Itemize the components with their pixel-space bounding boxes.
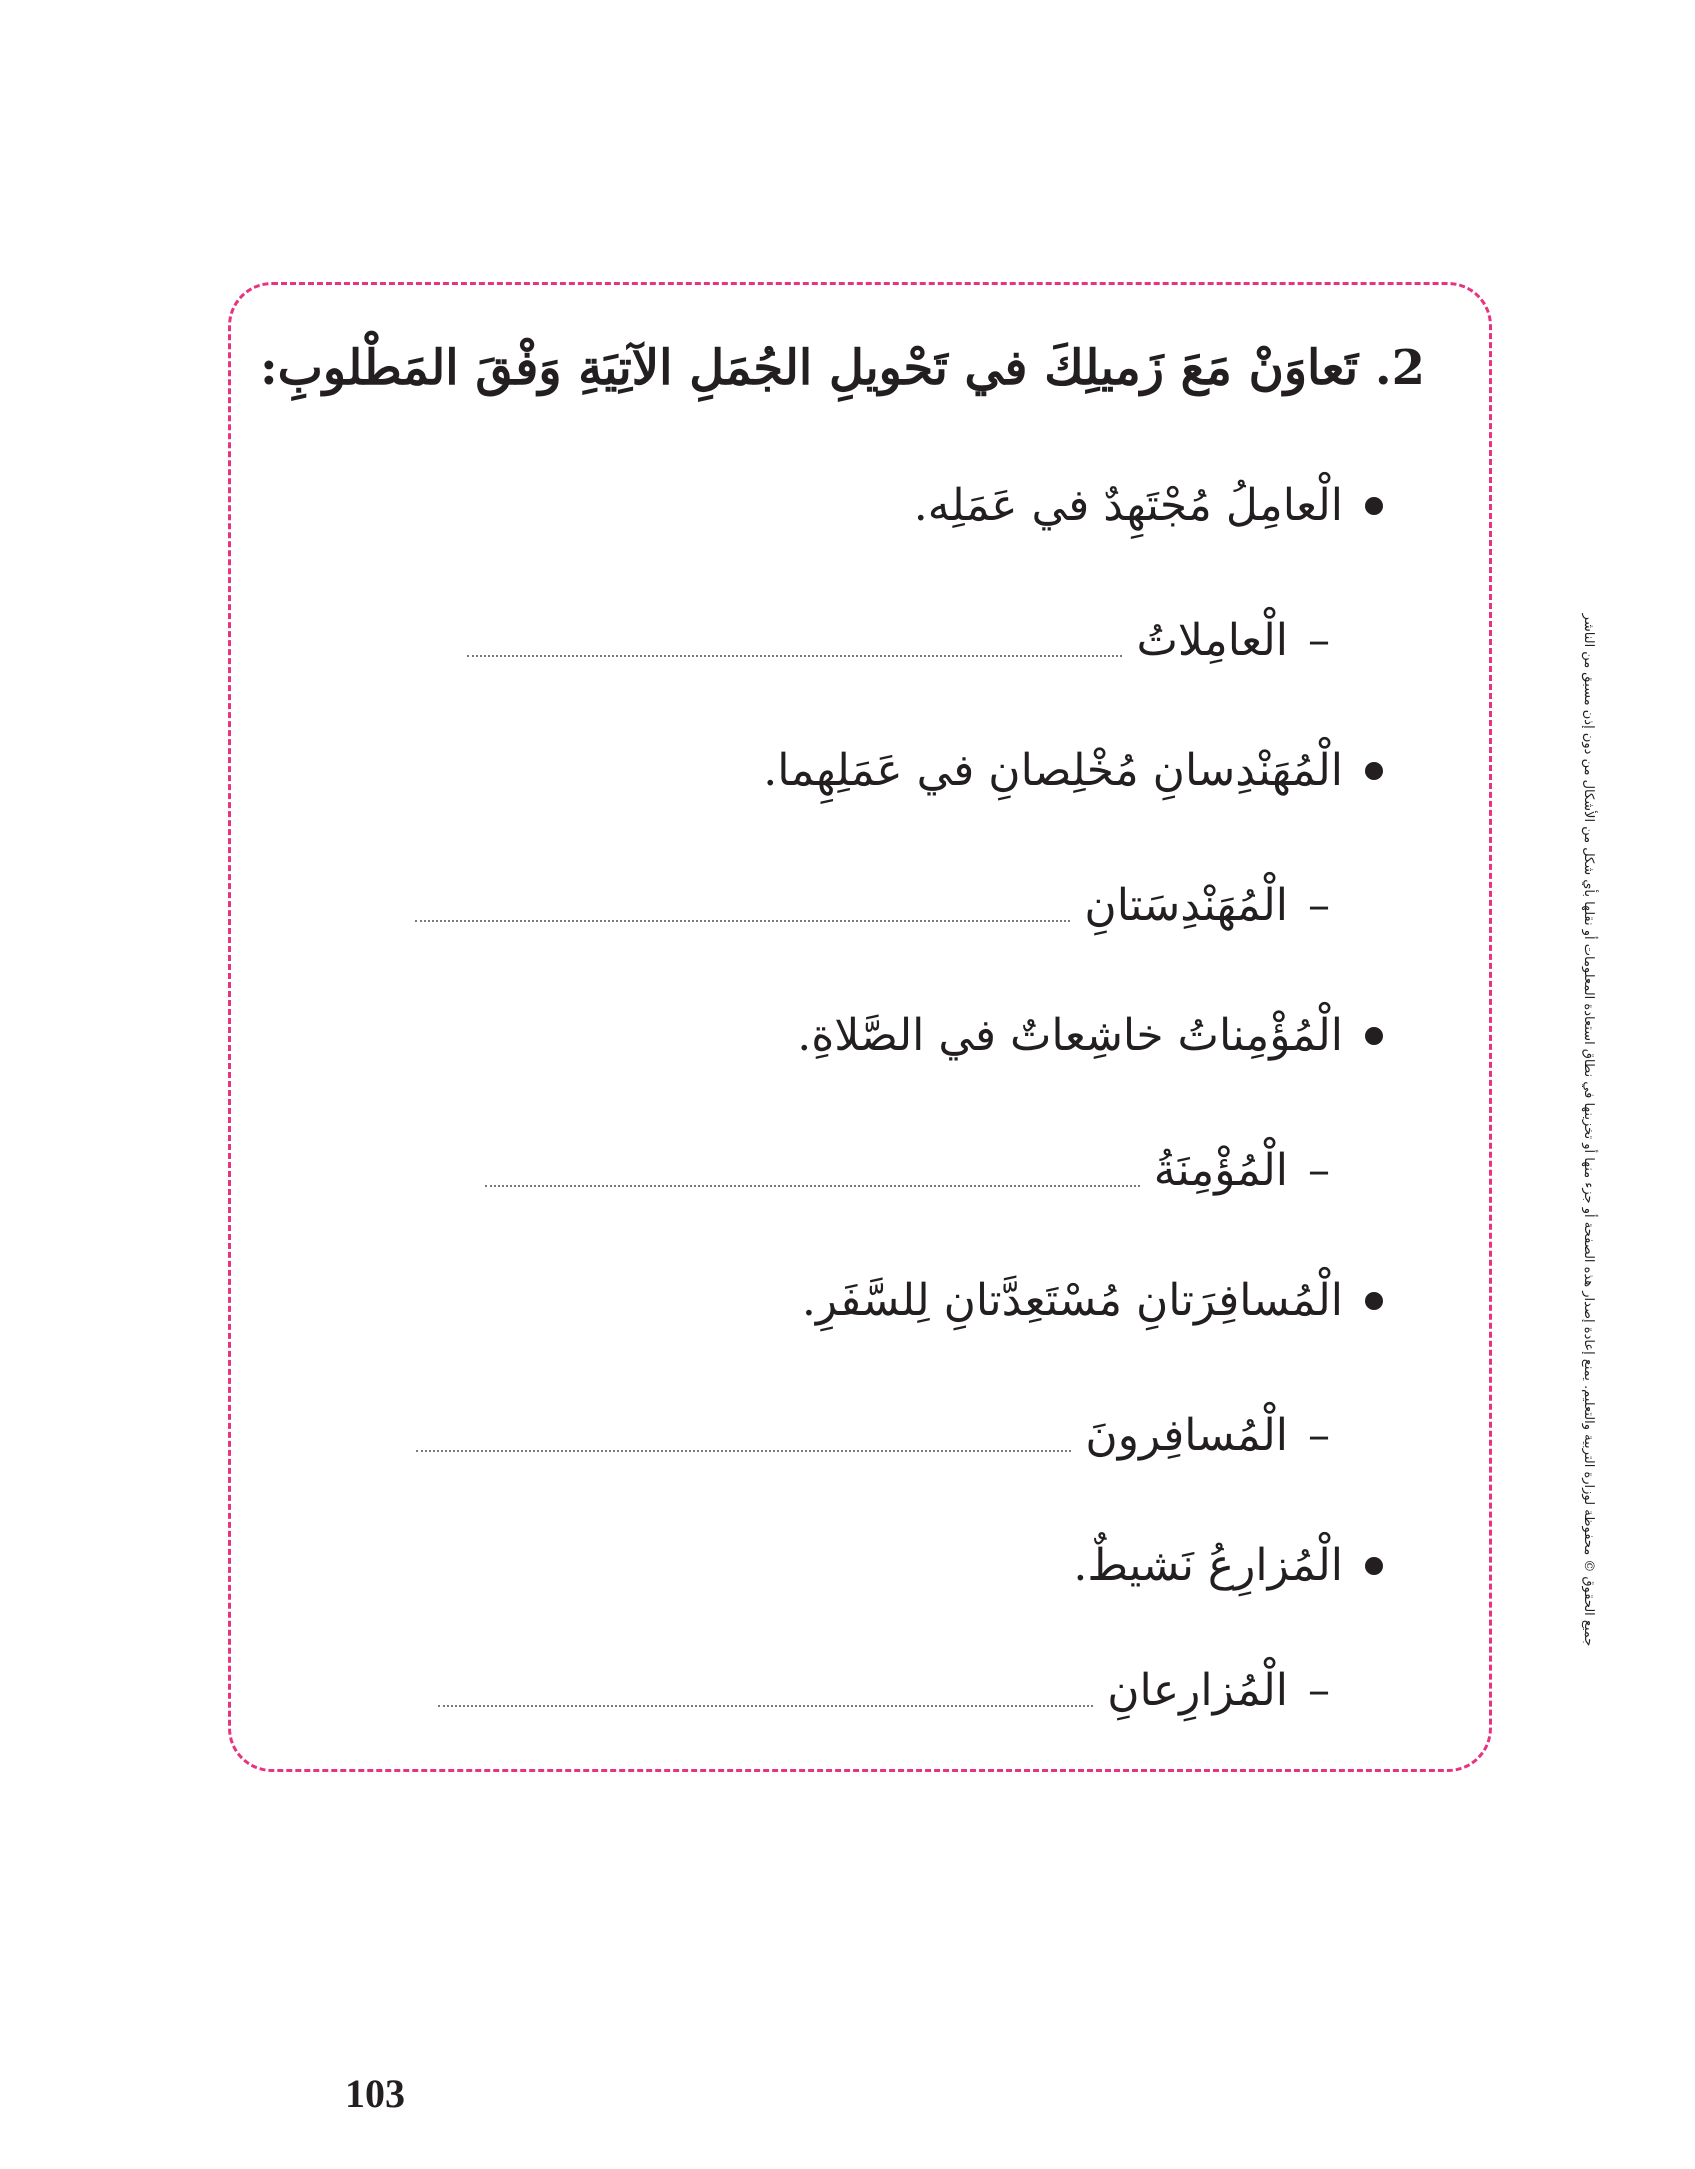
answer-blank[interactable] — [416, 1448, 1071, 1452]
exercise-sentence — [1073, 1540, 1383, 1591]
dash: – — [1308, 615, 1330, 666]
answer-row — [438, 1665, 1330, 1716]
bullet-icon — [1365, 1292, 1383, 1310]
bullet-icon — [1365, 497, 1383, 515]
answer-prompt: الْمُؤْمِنَةُ — [1153, 1145, 1288, 1196]
exercise-title: 2. تَعاوَنْ مَعَ زَميلِكَ في تَحْويلِ الجُمَلِ الآتِيَةِ وَفْقَ المَطْلوبِ: — [259, 340, 1425, 396]
sentence-text: الْمُسافِرَتانِ مُسْتَعِدَّتانِ لِلسَّفَرِ. — [801, 1275, 1343, 1326]
answer-prompt: الْمُهَنْدِسَتانِ — [1084, 880, 1288, 931]
exercise-sentence — [797, 1010, 1383, 1061]
answer-blank[interactable] — [415, 918, 1070, 922]
answer-row — [485, 1145, 1330, 1196]
bullet-icon — [1365, 1557, 1383, 1575]
sentence-text: الْمُهَنْدِسانِ مُخْلِصانِ في عَمَلِهِما. — [763, 745, 1343, 796]
dash: – — [1308, 880, 1330, 931]
sentence-text: الْمُزارِعُ نَشيطٌ. — [1073, 1540, 1343, 1591]
exercise-sentence — [763, 745, 1383, 796]
bullet-icon — [1365, 1027, 1383, 1045]
answer-blank[interactable] — [467, 653, 1122, 657]
answer-prompt: الْمُزارِعانِ — [1107, 1665, 1288, 1716]
sentence-text: الْعامِلُ مُجْتَهِدٌ في عَمَلِه. — [913, 480, 1343, 531]
exercise-sentence — [802, 1275, 1383, 1326]
dash: – — [1308, 1145, 1330, 1196]
answer-prompt: الْعامِلاتُ — [1136, 615, 1288, 666]
answer-row — [416, 1410, 1330, 1461]
exercise-sentence — [914, 480, 1383, 531]
copyright-note: جميع الحقوق © محفوظة لوزارة التربية والتعليم. يمنع إعادة إصدار هذه الصفحة أو جزء منها أو تخزينها في نطاق استعادة المعلومات أو نقلها بأي شكل من الأشكال من دون إذن مسبق من الناشر — [1581, 613, 1596, 1647]
answer-blank[interactable] — [485, 1183, 1140, 1187]
answer-row — [467, 615, 1330, 666]
answer-blank[interactable] — [438, 1703, 1093, 1707]
dash: – — [1308, 1665, 1330, 1716]
answer-prompt: الْمُسافِرونَ — [1085, 1410, 1288, 1461]
sentence-text: الْمُؤْمِناتُ خاشِعاتٌ في الصَّلاةِ. — [797, 1010, 1343, 1061]
answer-row — [415, 880, 1330, 931]
dash: – — [1308, 1410, 1330, 1461]
page-number: 103 — [345, 2071, 405, 2116]
bullet-icon — [1365, 762, 1383, 780]
